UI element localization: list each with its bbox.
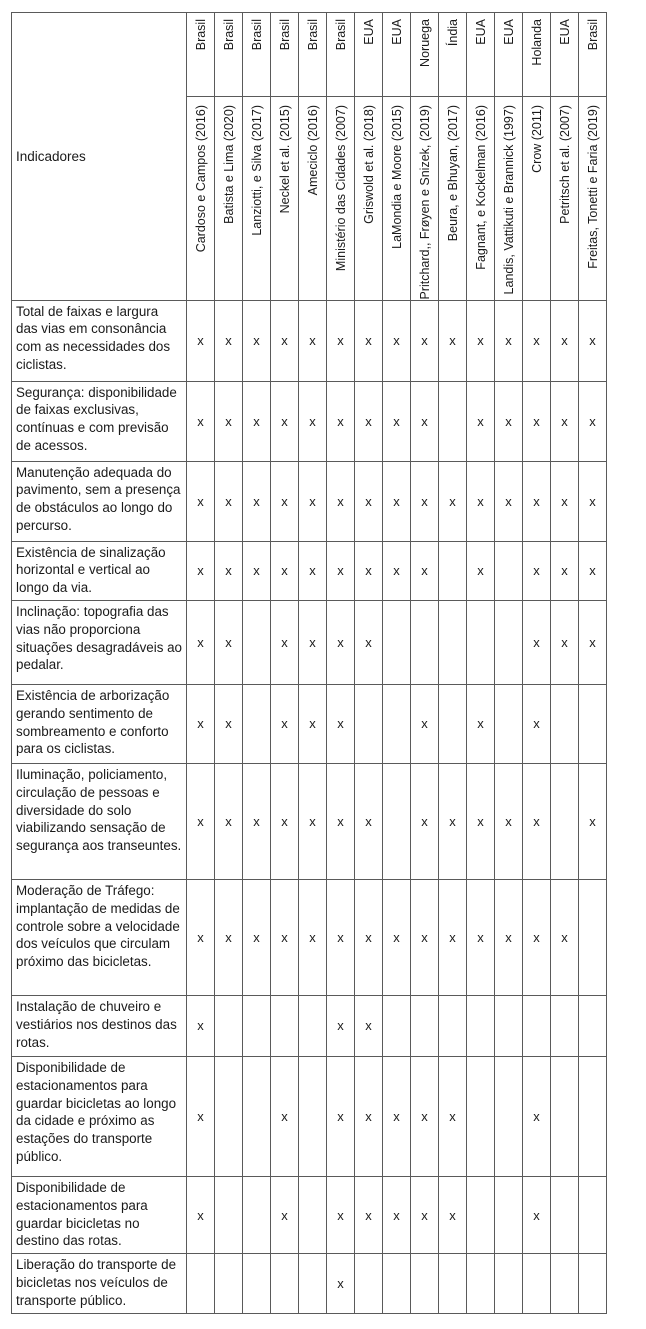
mark-cell: x	[187, 541, 215, 600]
author-label: Griswold et al. (2018)	[361, 105, 376, 224]
mark-cell: x	[243, 763, 271, 879]
mark-cell: x	[187, 684, 215, 763]
mark-cell: x	[271, 381, 299, 461]
country-header-cell	[467, 13, 495, 97]
author-header-cell	[523, 97, 551, 301]
mark-cell: x	[495, 763, 523, 879]
author-label: Cardoso e Campos (2016)	[193, 105, 208, 253]
mark-cell: x	[271, 300, 299, 381]
country-label: EUA	[389, 19, 404, 45]
mark-cell: x	[383, 461, 411, 541]
table-row	[12, 1056, 607, 1176]
mark-cell	[551, 1254, 579, 1314]
mark-cell: x	[411, 763, 439, 879]
country-header-cell	[411, 13, 439, 97]
mark-cell	[495, 684, 523, 763]
mark-cell: x	[187, 461, 215, 541]
mark-cell: x	[355, 461, 383, 541]
mark-cell	[495, 1056, 523, 1176]
country-header-cell	[271, 13, 299, 97]
indicator-cell: Existência de sinalização horizontal e vertical ao longo da via.	[12, 541, 187, 600]
indicators-table	[11, 12, 607, 1314]
mark-cell: x	[467, 879, 495, 995]
mark-cell: x	[355, 541, 383, 600]
mark-cell	[495, 541, 523, 600]
mark-cell: x	[299, 879, 327, 995]
table-row	[12, 995, 607, 1056]
author-header-cell	[383, 97, 411, 301]
mark-cell: x	[271, 879, 299, 995]
indicator-cell: Instalação de chuveiro e vestiários nos destinos das rotas.	[12, 995, 187, 1056]
mark-cell: x	[299, 461, 327, 541]
author-header-cell	[495, 97, 523, 301]
mark-cell	[355, 1254, 383, 1314]
mark-cell: x	[579, 541, 607, 600]
mark-cell: x	[243, 381, 271, 461]
author-label: Ministério das Cidades (2007)	[333, 105, 348, 272]
indicator-cell: Disponibilidade de estacionamentos para guardar bicicletas ao longo da cidade e próximo as estações do transporte público.	[12, 1056, 187, 1176]
mark-cell	[383, 763, 411, 879]
mark-cell: x	[243, 461, 271, 541]
mark-cell: x	[187, 300, 215, 381]
country-header-cell	[551, 13, 579, 97]
mark-cell: x	[579, 381, 607, 461]
mark-cell	[495, 1176, 523, 1253]
country-label: Brasil	[221, 19, 236, 51]
mark-cell: x	[523, 763, 551, 879]
mark-cell: x	[523, 461, 551, 541]
mark-cell: x	[271, 461, 299, 541]
mark-cell: x	[411, 381, 439, 461]
mark-cell: x	[411, 541, 439, 600]
table-row	[12, 879, 607, 995]
mark-cell	[243, 1056, 271, 1176]
mark-cell: x	[355, 1176, 383, 1253]
mark-cell	[467, 995, 495, 1056]
country-header-row	[12, 13, 607, 97]
mark-cell: x	[215, 879, 243, 995]
mark-cell: x	[327, 995, 355, 1056]
mark-cell: x	[355, 879, 383, 995]
country-label: EUA	[557, 19, 572, 45]
country-label: Brasil	[305, 19, 320, 51]
mark-cell	[439, 381, 467, 461]
author-label: Fagnant, e Kockelman (2016)	[473, 105, 488, 270]
mark-cell: x	[327, 461, 355, 541]
author-label: Pritchard,, Frøyen e Snizek, (2019)	[417, 105, 432, 300]
mark-cell	[439, 995, 467, 1056]
mark-cell: x	[439, 300, 467, 381]
mark-cell: x	[215, 381, 243, 461]
mark-cell: x	[327, 381, 355, 461]
mark-cell	[579, 1176, 607, 1253]
table-row	[12, 461, 607, 541]
author-header-cell	[243, 97, 271, 301]
mark-cell: x	[215, 541, 243, 600]
mark-cell: x	[299, 600, 327, 684]
indicator-cell: Disponibilidade de estacionamentos para guardar bicicletas no destino das rotas.	[12, 1176, 187, 1253]
country-header-cell	[327, 13, 355, 97]
country-header-cell	[383, 13, 411, 97]
mark-cell: x	[187, 1176, 215, 1253]
indicator-cell: Moderação de Tráfego: implantação de medidas de controle sobre a velocidade dos veículos que circulam próximo das bicicletas.	[12, 879, 187, 995]
mark-cell	[215, 1176, 243, 1253]
mark-cell: x	[271, 541, 299, 600]
author-label: Neckel et al. (2015)	[277, 105, 292, 214]
mark-cell: x	[271, 1176, 299, 1253]
mark-cell	[243, 684, 271, 763]
country-header-cell	[439, 13, 467, 97]
mark-cell	[355, 684, 383, 763]
mark-cell: x	[327, 1056, 355, 1176]
mark-cell: x	[383, 300, 411, 381]
mark-cell	[579, 1254, 607, 1314]
country-label: Brasil	[193, 19, 208, 51]
mark-cell	[551, 995, 579, 1056]
mark-cell: x	[299, 300, 327, 381]
mark-cell: x	[523, 684, 551, 763]
mark-cell: x	[383, 541, 411, 600]
indicator-cell: Segurança: disponibilidade de faixas exclusivas, contínuas e com previsão de acessos.	[12, 381, 187, 461]
mark-cell: x	[467, 381, 495, 461]
mark-cell: x	[523, 300, 551, 381]
mark-cell: x	[551, 300, 579, 381]
mark-cell	[579, 684, 607, 763]
mark-cell	[495, 995, 523, 1056]
mark-cell: x	[383, 1056, 411, 1176]
mark-cell: x	[411, 1056, 439, 1176]
mark-cell: x	[355, 300, 383, 381]
author-header-cell	[439, 97, 467, 301]
mark-cell	[523, 995, 551, 1056]
mark-cell: x	[327, 300, 355, 381]
table-row	[12, 1254, 607, 1314]
author-header-cell	[271, 97, 299, 301]
country-label: Brasil	[277, 19, 292, 51]
mark-cell: x	[579, 461, 607, 541]
mark-cell: x	[299, 541, 327, 600]
country-header-cell	[299, 13, 327, 97]
author-header-cell	[327, 97, 355, 301]
mark-cell: x	[187, 995, 215, 1056]
indicadores-header: Indicadores	[12, 13, 187, 301]
mark-cell	[467, 600, 495, 684]
author-header-cell	[187, 97, 215, 301]
mark-cell: x	[187, 600, 215, 684]
mark-cell: x	[187, 763, 215, 879]
mark-cell: x	[551, 381, 579, 461]
mark-cell: x	[467, 541, 495, 600]
table-row	[12, 381, 607, 461]
country-label: EUA	[501, 19, 516, 45]
mark-cell	[439, 600, 467, 684]
mark-cell: x	[467, 461, 495, 541]
indicator-cell: Existência de arborização gerando sentimento de sombreamento e conforto para os ciclistas.	[12, 684, 187, 763]
mark-cell: x	[215, 684, 243, 763]
country-label: Brasil	[585, 19, 600, 51]
mark-cell: x	[271, 684, 299, 763]
mark-cell	[579, 879, 607, 995]
author-label: Ameciclo (2016)	[305, 105, 320, 196]
indicator-cell: Liberação do transporte de bicicletas nos veículos de transporte público.	[12, 1254, 187, 1314]
indicator-cell: Inclinação: topografia das vias não proporciona situações desagradáveis ao pedalar.	[12, 600, 187, 684]
mark-cell: x	[411, 300, 439, 381]
mark-cell: x	[523, 879, 551, 995]
mark-cell: x	[271, 1056, 299, 1176]
mark-cell	[243, 600, 271, 684]
mark-cell	[467, 1254, 495, 1314]
country-header-cell	[523, 13, 551, 97]
indicators-table-container	[11, 12, 607, 1314]
mark-cell: x	[551, 879, 579, 995]
mark-cell: x	[355, 600, 383, 684]
table-row	[12, 300, 607, 381]
mark-cell: x	[243, 541, 271, 600]
mark-cell	[243, 1254, 271, 1314]
mark-cell: x	[411, 461, 439, 541]
mark-cell: x	[495, 300, 523, 381]
mark-cell	[299, 1254, 327, 1314]
mark-cell: x	[327, 600, 355, 684]
mark-cell: x	[327, 879, 355, 995]
author-label: Lanziotti, e Silva (2017)	[249, 105, 264, 236]
mark-cell: x	[523, 1176, 551, 1253]
mark-cell	[523, 1254, 551, 1314]
mark-cell: x	[327, 684, 355, 763]
mark-cell: x	[215, 300, 243, 381]
author-label: Crow (2011)	[529, 105, 544, 173]
country-header-cell	[215, 13, 243, 97]
mark-cell	[299, 1176, 327, 1253]
mark-cell	[299, 995, 327, 1056]
mark-cell	[299, 1056, 327, 1176]
mark-cell: x	[299, 763, 327, 879]
country-header-cell	[495, 13, 523, 97]
author-header-cell	[411, 97, 439, 301]
mark-cell: x	[411, 1176, 439, 1253]
mark-cell: x	[187, 879, 215, 995]
mark-cell: x	[439, 1176, 467, 1253]
mark-cell	[439, 1254, 467, 1314]
country-label: Noruega	[417, 19, 432, 67]
author-label: LaMondia e Moore (2015)	[389, 105, 404, 249]
mark-cell: x	[467, 300, 495, 381]
mark-cell	[243, 995, 271, 1056]
mark-cell: x	[215, 461, 243, 541]
country-label: EUA	[361, 19, 376, 45]
mark-cell	[439, 684, 467, 763]
table-row	[12, 541, 607, 600]
mark-cell: x	[467, 684, 495, 763]
mark-cell: x	[243, 879, 271, 995]
mark-cell	[495, 600, 523, 684]
mark-cell: x	[439, 1056, 467, 1176]
mark-cell: x	[411, 879, 439, 995]
country-header-cell	[187, 13, 215, 97]
author-label: Landis, Vattikuti e Brannick (1997)	[501, 105, 516, 295]
mark-cell	[215, 1056, 243, 1176]
mark-cell: x	[355, 1056, 383, 1176]
mark-cell: x	[579, 763, 607, 879]
mark-cell	[579, 1056, 607, 1176]
mark-cell: x	[439, 461, 467, 541]
mark-cell	[467, 1176, 495, 1253]
mark-cell: x	[495, 879, 523, 995]
mark-cell	[579, 995, 607, 1056]
mark-cell: x	[355, 381, 383, 461]
mark-cell	[439, 541, 467, 600]
mark-cell: x	[299, 684, 327, 763]
table-row	[12, 684, 607, 763]
author-label: Beura, e Bhuyan, (2017)	[445, 105, 460, 242]
mark-cell: x	[467, 763, 495, 879]
country-label: Índia	[445, 19, 460, 47]
mark-cell: x	[495, 461, 523, 541]
mark-cell	[383, 684, 411, 763]
mark-cell: x	[327, 1176, 355, 1253]
country-label: Brasil	[249, 19, 264, 51]
mark-cell: x	[327, 541, 355, 600]
mark-cell	[467, 1056, 495, 1176]
mark-cell	[271, 1254, 299, 1314]
mark-cell: x	[439, 879, 467, 995]
author-label: Batista e Lima (2020)	[221, 105, 236, 224]
mark-cell: x	[523, 1056, 551, 1176]
mark-cell: x	[187, 1056, 215, 1176]
mark-cell: x	[383, 1176, 411, 1253]
table-row	[12, 600, 607, 684]
author-header-cell	[355, 97, 383, 301]
author-header-cell	[579, 97, 607, 301]
mark-cell: x	[579, 600, 607, 684]
country-header-cell	[579, 13, 607, 97]
author-label: Freitas, Tonetti e Faria (2019)	[585, 105, 600, 269]
country-header-cell	[243, 13, 271, 97]
mark-cell	[383, 600, 411, 684]
table-row	[12, 763, 607, 879]
mark-cell: x	[411, 684, 439, 763]
mark-cell: x	[523, 381, 551, 461]
mark-cell: x	[271, 600, 299, 684]
mark-cell: x	[551, 461, 579, 541]
author-header-cell	[215, 97, 243, 301]
mark-cell: x	[187, 381, 215, 461]
author-header-cell	[467, 97, 495, 301]
mark-cell	[215, 1254, 243, 1314]
mark-cell: x	[383, 381, 411, 461]
mark-cell: x	[355, 763, 383, 879]
mark-cell: x	[215, 600, 243, 684]
mark-cell	[411, 600, 439, 684]
mark-cell	[551, 1056, 579, 1176]
table-row	[12, 1176, 607, 1253]
mark-cell: x	[579, 300, 607, 381]
mark-cell	[187, 1254, 215, 1314]
author-header-cell	[551, 97, 579, 301]
mark-cell: x	[495, 381, 523, 461]
country-header-cell	[355, 13, 383, 97]
indicator-cell: Manutenção adequada do pavimento, sem a presença de obstáculos ao longo do percurso.	[12, 461, 187, 541]
mark-cell: x	[383, 879, 411, 995]
author-header-cell	[299, 97, 327, 301]
mark-cell	[551, 684, 579, 763]
indicator-cell: Iluminação, policiamento, circulação de pessoas e diversidade do solo viabilizando sensação de segurança aos transeuntes.	[12, 763, 187, 879]
mark-cell	[243, 1176, 271, 1253]
mark-cell: x	[523, 541, 551, 600]
mark-cell	[383, 995, 411, 1056]
mark-cell	[495, 1254, 523, 1314]
mark-cell: x	[355, 995, 383, 1056]
mark-cell	[551, 763, 579, 879]
mark-cell: x	[299, 381, 327, 461]
country-label: EUA	[473, 19, 488, 45]
country-label: Brasil	[333, 19, 348, 51]
mark-cell	[383, 1254, 411, 1314]
author-label: Petritsch et al. (2007)	[557, 105, 572, 224]
mark-cell: x	[439, 763, 467, 879]
mark-cell: x	[523, 600, 551, 684]
indicator-cell: Total de faixas e largura das vias em consonância com as necessidades dos ciclistas.	[12, 300, 187, 381]
mark-cell: x	[327, 1254, 355, 1314]
country-label: Holanda	[529, 19, 544, 66]
mark-cell: x	[551, 541, 579, 600]
mark-cell	[551, 1176, 579, 1253]
mark-cell	[411, 1254, 439, 1314]
mark-cell	[271, 995, 299, 1056]
mark-cell	[215, 995, 243, 1056]
mark-cell: x	[243, 300, 271, 381]
mark-cell: x	[215, 763, 243, 879]
mark-cell: x	[271, 763, 299, 879]
mark-cell: x	[551, 600, 579, 684]
mark-cell	[411, 995, 439, 1056]
mark-cell: x	[327, 763, 355, 879]
